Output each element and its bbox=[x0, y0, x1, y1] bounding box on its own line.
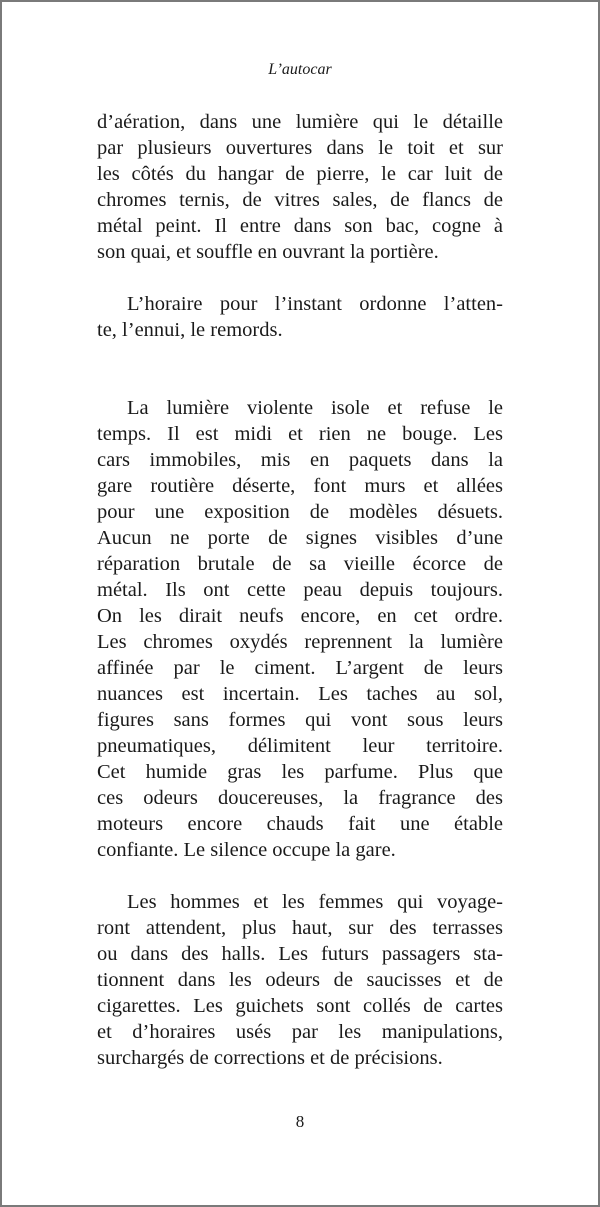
text-line: chromes ternis, de vitres sales, de flancs de bbox=[97, 189, 503, 211]
text-line: métal peint. Il entre dans son bac, cogne à bbox=[97, 215, 503, 237]
text-line: La lumière violente isole et refuse le bbox=[127, 397, 503, 419]
text-line: pneumatiques, délimitent leur territoire. bbox=[97, 735, 503, 757]
text-line: cigarettes. Les guichets sont collés de cartes bbox=[97, 995, 503, 1017]
text-line: surchargés de corrections et de précisions. bbox=[97, 1047, 443, 1069]
text-line: et d’horaires usés par les manipulations, bbox=[97, 1021, 503, 1043]
text-line: te, l’ennui, le remords. bbox=[97, 319, 283, 341]
text-line: temps. Il est midi et rien ne bouge. Les bbox=[97, 423, 503, 445]
section bbox=[97, 395, 503, 1071]
body-text bbox=[97, 109, 503, 1071]
text-line: réparation brutale de sa vieille écorce de bbox=[97, 553, 503, 575]
text-line: confiante. Le silence occupe la gare. bbox=[97, 839, 396, 861]
text-line: gare routière déserte, font murs et allées bbox=[97, 475, 503, 497]
text-line: métal. Ils ont cette peau depuis toujours. bbox=[97, 579, 503, 601]
paragraph bbox=[97, 395, 503, 863]
section bbox=[97, 109, 503, 343]
text-line: pour une exposition de modèles désuets. bbox=[97, 501, 503, 523]
paragraph bbox=[97, 889, 503, 1071]
text-line: Cet humide gras les parfume. Plus que bbox=[97, 761, 503, 783]
text-line: On les dirait neufs encore, en cet ordre. bbox=[97, 605, 503, 627]
text-line: Aucun ne porte de signes visibles d’une bbox=[97, 527, 503, 549]
text-line: Les chromes oxydés reprennent la lumière bbox=[97, 631, 503, 653]
text-line: ou dans des halls. Les futurs passagers sta- bbox=[97, 943, 503, 965]
paragraph bbox=[97, 109, 503, 265]
section-break bbox=[97, 343, 503, 395]
paragraph-gap bbox=[97, 265, 503, 291]
text-line: nuances est incertain. Les taches au sol, bbox=[97, 683, 503, 705]
text-line: d’aération, dans une lumière qui le détaille bbox=[97, 111, 503, 133]
text-line: tionnent dans les odeurs de saucisses et de bbox=[97, 969, 503, 991]
text-line: figures sans formes qui vont sous leurs bbox=[97, 709, 503, 731]
text-line: affinée par le ciment. L’argent de leurs bbox=[97, 657, 503, 679]
text-line: ces odeurs doucereuses, la fragrance des bbox=[97, 787, 503, 809]
text-line: son quai, et souffle en ouvrant la portière. bbox=[97, 241, 439, 263]
text-line: par plusieurs ouvertures dans le toit et sur bbox=[97, 137, 503, 159]
text-line: les côtés du hangar de pierre, le car luit de bbox=[97, 163, 503, 185]
text-line: moteurs encore chauds fait une étable bbox=[97, 813, 503, 835]
page-number: 8 bbox=[295, 1112, 305, 1131]
text-line: ront attendent, plus haut, sur des terrasses bbox=[97, 917, 503, 939]
paragraph-gap bbox=[97, 863, 503, 889]
text-line: cars immobiles, mis en paquets dans la bbox=[97, 449, 503, 471]
paragraph bbox=[97, 291, 503, 343]
text-line: L’horaire pour l’instant ordonne l’atten- bbox=[127, 293, 503, 315]
running-head: L’autocar bbox=[268, 61, 332, 78]
text-line: Les hommes et les femmes qui voyage- bbox=[127, 891, 503, 913]
